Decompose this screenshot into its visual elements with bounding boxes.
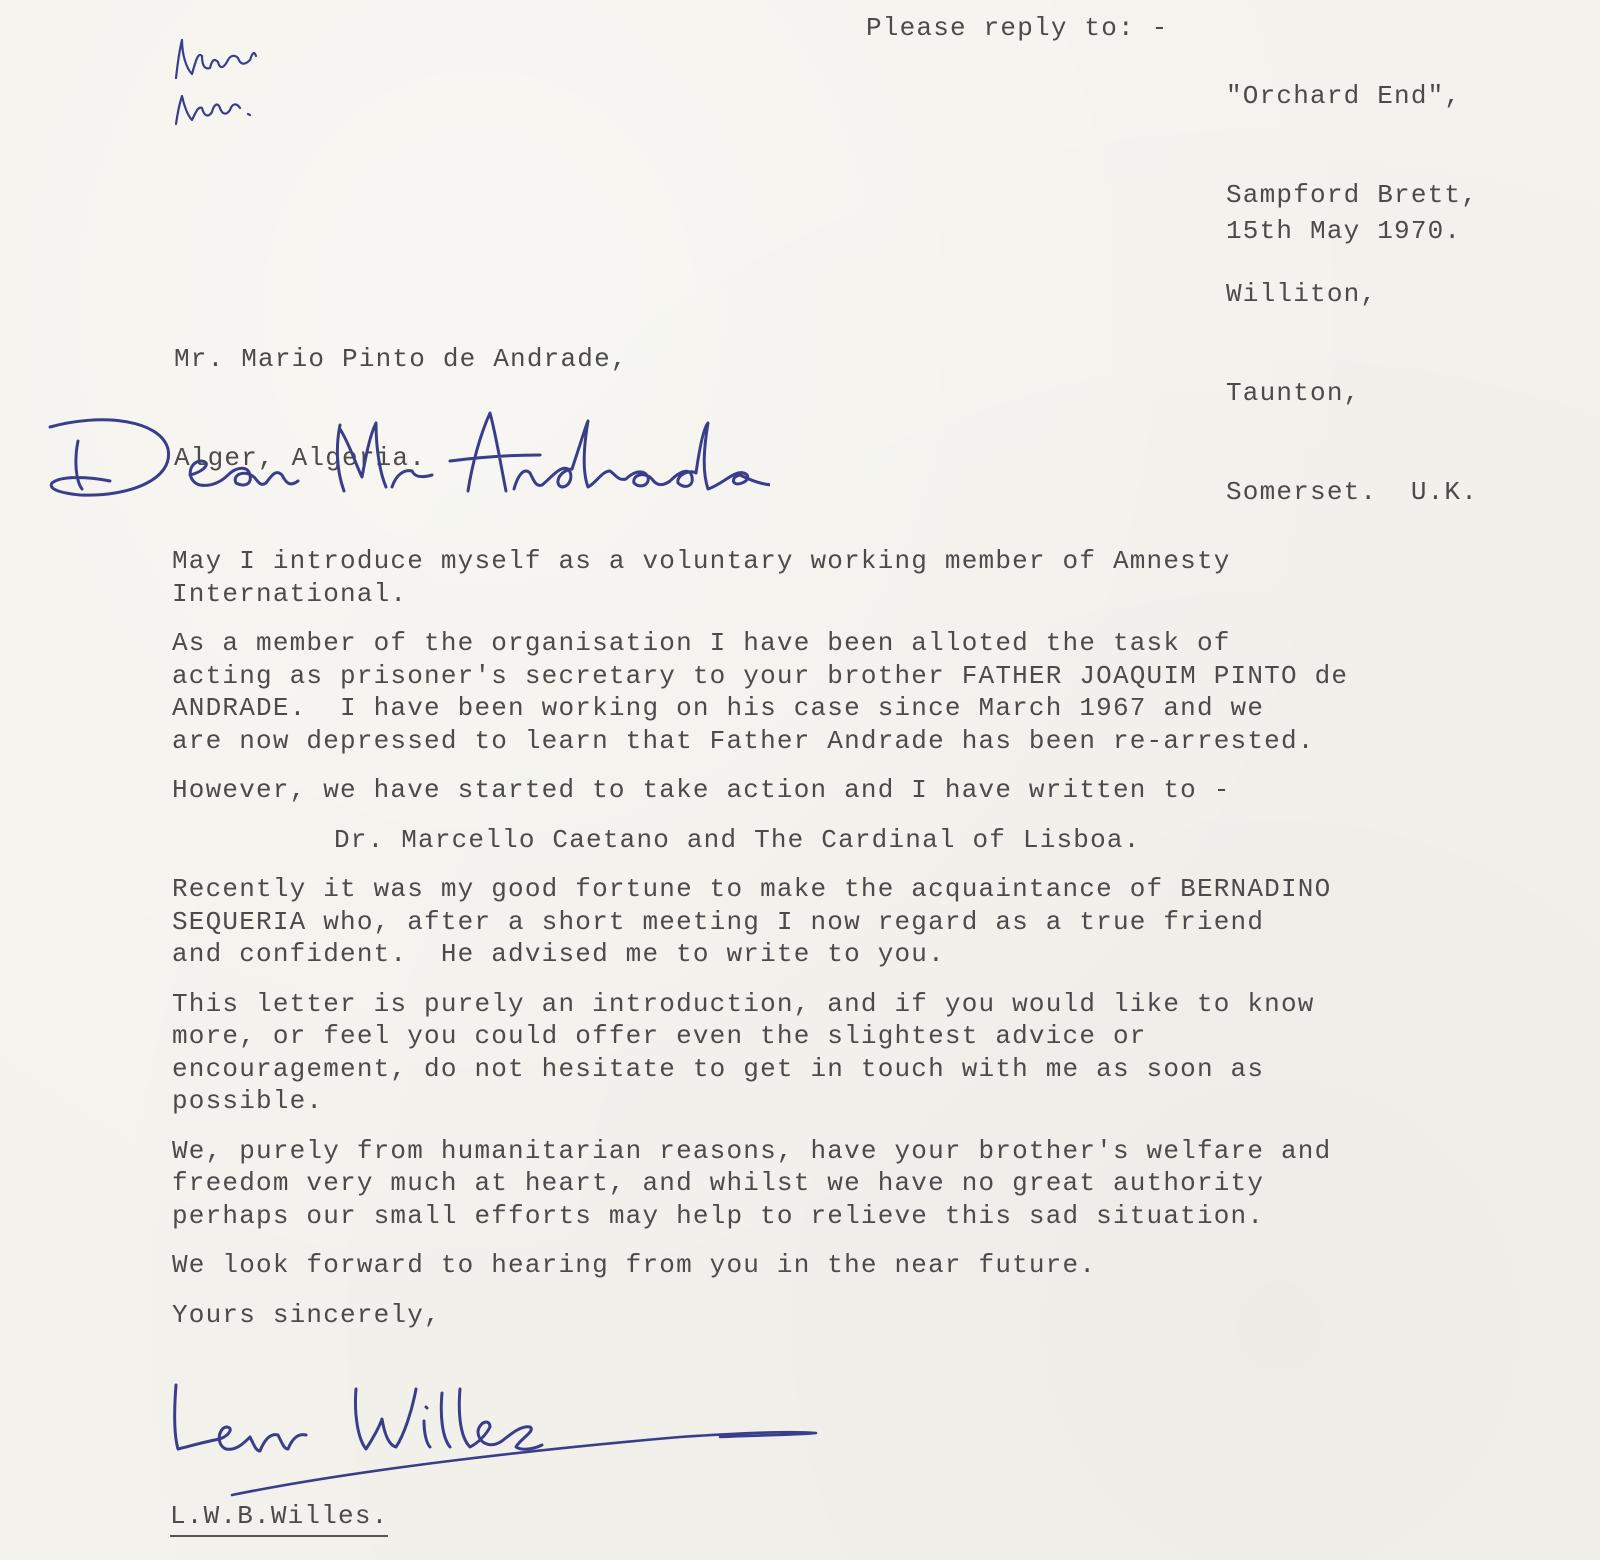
paragraph-introduction: May I introduce myself as a voluntary working member of Amnesty International. — [172, 546, 1231, 609]
address-line: Somerset. U.K. — [1226, 477, 1479, 507]
margin-note-scribble — [168, 30, 278, 140]
address-line: Williton, — [1226, 279, 1378, 309]
valediction: Yours sincerely, — [172, 1299, 441, 1330]
sender-address — [1226, 14, 1478, 575]
paragraph-action: However, we have started to take action and I have written to - — [172, 775, 1231, 805]
reply-to-label: Please reply to: - — [866, 13, 1169, 43]
recipient-line: Mr. Mario Pinto de Andrade, — [174, 344, 628, 374]
salutation-handwriting — [40, 405, 770, 515]
typed-signatory-name: L.W.B.Willes. — [170, 1500, 388, 1537]
address-line: Taunton, — [1226, 378, 1361, 408]
paragraph-introduction-purpose: This letter is purely an introduction, and if you would like to know more, or feel you could offer even the slightest advice or encouragement, do not hesitate to get in touch with me as soon as possible. — [172, 988, 1315, 1116]
signature-handwriting — [160, 1365, 840, 1505]
paragraph-task: As a member of the organisation I have been alloted the task of acting as prisoner's secretary to your brother FATHER JOAQUIM PINTO de ANDRADE. I have been working on his case since March 1967 and we are now depressed to learn that Father Andrade has been re-arrested. — [172, 628, 1349, 756]
address-line: Sampford Brett, — [1226, 180, 1479, 210]
letter-date: 15th May 1970. — [1226, 216, 1462, 246]
recipient-line: Alger, Algeria. — [174, 443, 427, 473]
paragraph-acquaintance: Recently it was my good fortune to make the acquaintance of BERNADINO SEQUERIA who, after a short meeting I now regard as a true friend and confident. He advised me to write to you. — [172, 874, 1332, 969]
paragraph-addressees: Dr. Marcello Caetano and The Cardinal of Lisboa. — [334, 824, 1141, 855]
paragraph-humanitarian: We, purely from humanitarian reasons, have your brother's welfare and freedom very much at heart, and whilst we have no great authority perhaps our small efforts may help to relieve this sad situation. — [172, 1135, 1332, 1231]
letter-body — [172, 545, 1572, 1348]
paragraph-closing: We look forward to hearing from you in the near future. — [172, 1250, 1097, 1280]
address-line: "Orchard End", — [1226, 81, 1462, 111]
